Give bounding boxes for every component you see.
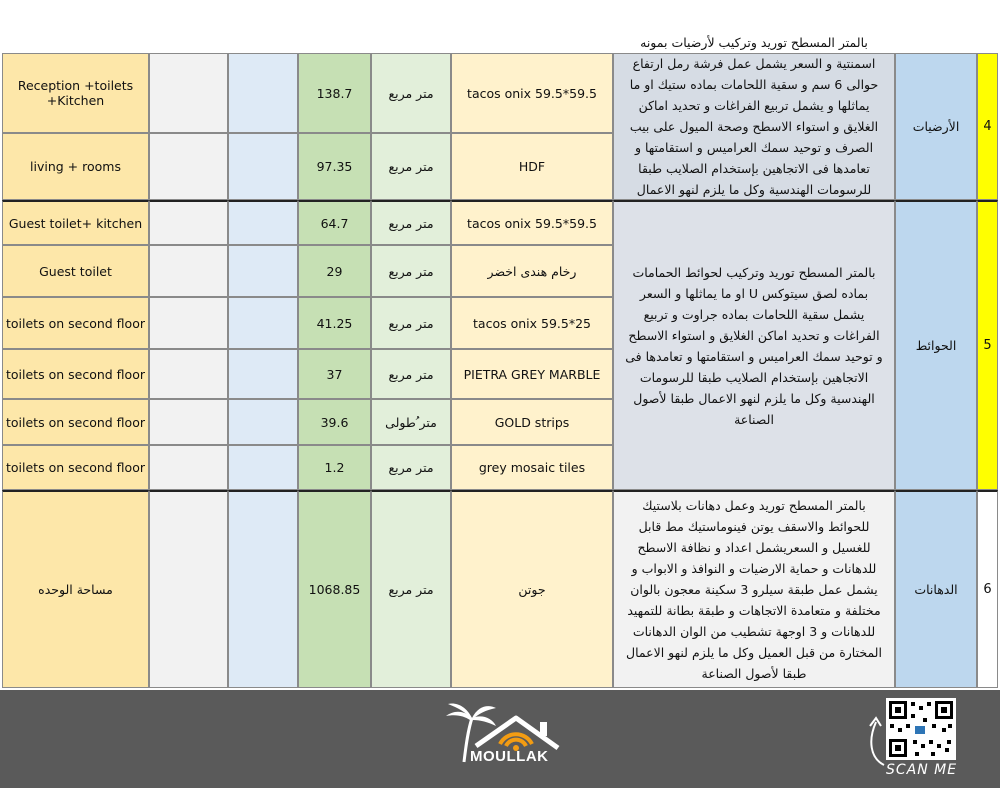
category-cell: الأرضيات (895, 53, 977, 200)
empty-cell (228, 445, 298, 490)
empty-cell (149, 297, 228, 349)
unit-cell: متر مربع (371, 445, 451, 490)
unit-cell: متر ُطولى (371, 399, 451, 445)
location-cell: toilets on second floor (2, 399, 149, 445)
category-cell: الدهانات (895, 490, 977, 688)
moullak-logo (436, 700, 566, 780)
quantity-cell: 37 (298, 349, 371, 399)
material-cell: tacos onix 59.5*59.5 (451, 53, 613, 133)
empty-cell (149, 53, 228, 133)
empty-cell (228, 297, 298, 349)
empty-cell (228, 490, 298, 688)
empty-cell (149, 245, 228, 297)
material-cell: HDF (451, 133, 613, 200)
material-cell: tacos onix 59.5*59.5 (451, 200, 613, 245)
item-number: 5 (977, 200, 998, 490)
empty-cell (228, 399, 298, 445)
unit-cell: متر مربع (371, 245, 451, 297)
material-cell: جوتن (451, 490, 613, 688)
location-cell: toilets on second floor (2, 349, 149, 399)
material-cell: grey mosaic tiles (451, 445, 613, 490)
material-cell: PIETRA GREY MARBLE (451, 349, 613, 399)
location-cell: toilets on second floor (2, 297, 149, 349)
unit-cell: متر مربع (371, 133, 451, 200)
location-cell: Guest toilet+ kitchen (2, 200, 149, 245)
description-cell: بالمتر المسطح توريد وعمل دهانات بلاستيك للحوائط والاسقف يوتن فينوماستيك مط قابل للغسيل و السعريشمل اعداد و نظافة الاسطح للدهانات و حماية الارضيات و النوافذ و الابواب و يشمل عمل طبقة سيلرو 3 سكينة معجون بالوان مختلفة و متعامدة الاتجاهات و طبقة بطانة للتمهيد للدهانات و 3 اوجهة تشطيب من الوان الدهانات المختارة من قبل العميل وكل ما يلزم لنهو الاعمال طبقا لأصول الصناعة (613, 490, 895, 688)
empty-cell (149, 133, 228, 200)
empty-cell (149, 445, 228, 490)
material-cell: GOLD strips (451, 399, 613, 445)
brand-name: MOULLAK (470, 748, 549, 765)
material-cell: رخام هندى اخضر (451, 245, 613, 297)
location-cell: toilets on second floor (2, 445, 149, 490)
location-cell: مساحة الوحده (2, 490, 149, 688)
location-cell: Reception +toilets +Kitchen (2, 53, 149, 133)
empty-cell (228, 133, 298, 200)
unit-cell: متر مربع (371, 53, 451, 133)
qr-code-icon[interactable] (886, 698, 956, 760)
quantity-cell: 39.6 (298, 399, 371, 445)
unit-cell: متر مربع (371, 490, 451, 688)
empty-cell (228, 200, 298, 245)
item-number: 4 (977, 53, 998, 200)
location-cell: living + rooms (2, 133, 149, 200)
quantity-cell: 64.7 (298, 200, 371, 245)
footer (0, 690, 1000, 788)
quantity-cell: 29 (298, 245, 371, 297)
empty-cell (149, 349, 228, 399)
unit-cell: متر مربع (371, 297, 451, 349)
quantity-cell: 1.2 (298, 445, 371, 490)
empty-cell (149, 200, 228, 245)
unit-cell: متر مربع (371, 200, 451, 245)
category-cell: الحوائط (895, 200, 977, 490)
description-cell: بالمتر المسطح توريد وتركيب لحوائط الحمامات بماده لصق سيتوكس U او ما يماثلها و السعر يشمل سقية اللحامات بماده جراوت و تربيع الفراغات و تحديد اماكن الغلايق و استواء الاسطح و توحيد سمك العراميس و استقامتها و تعامدها فى الاتجاهين بإستخدام الصلايب طبقا للرسومات الهندسية وكل ما يلزم لنهو الاعمال طبقا لأصول الصناعة (613, 200, 895, 490)
quantity-cell: 138.7 (298, 53, 371, 133)
empty-cell (149, 490, 228, 688)
empty-cell (228, 245, 298, 297)
empty-cell (228, 349, 298, 399)
description-cell: بالمتر المسطح توريد وتركيب لأرضيات بمونه اسمنتية و السعر يشمل عمل فرشة رمل ارتفاع حوالى 6 سم و سقية اللحامات بماده ستيك او ما يماثلها و يشمل تربيع الفراغات و تحديد اماكن الغلايق و استواء الاسطح وصحة الميول على بيب الصرف و توحيد سمك العراميس و استقامتها و تعامدها فى الاتجاهين بإستخدام الصلايب طبقا للرسومات الهندسية وكل ما يلزم لنهو الاعمال (613, 53, 895, 200)
scan-me-label: SCAN ME (886, 762, 958, 778)
material-cell: tacos onix 59.5*25 (451, 297, 613, 349)
empty-cell (149, 399, 228, 445)
quantity-cell: 97.35 (298, 133, 371, 200)
quantity-cell: 41.25 (298, 297, 371, 349)
location-cell: Guest toilet (2, 245, 149, 297)
item-number: 6 (977, 490, 998, 688)
unit-cell: متر مربع (371, 349, 451, 399)
quantity-cell: 1068.85 (298, 490, 371, 688)
empty-cell (228, 53, 298, 133)
